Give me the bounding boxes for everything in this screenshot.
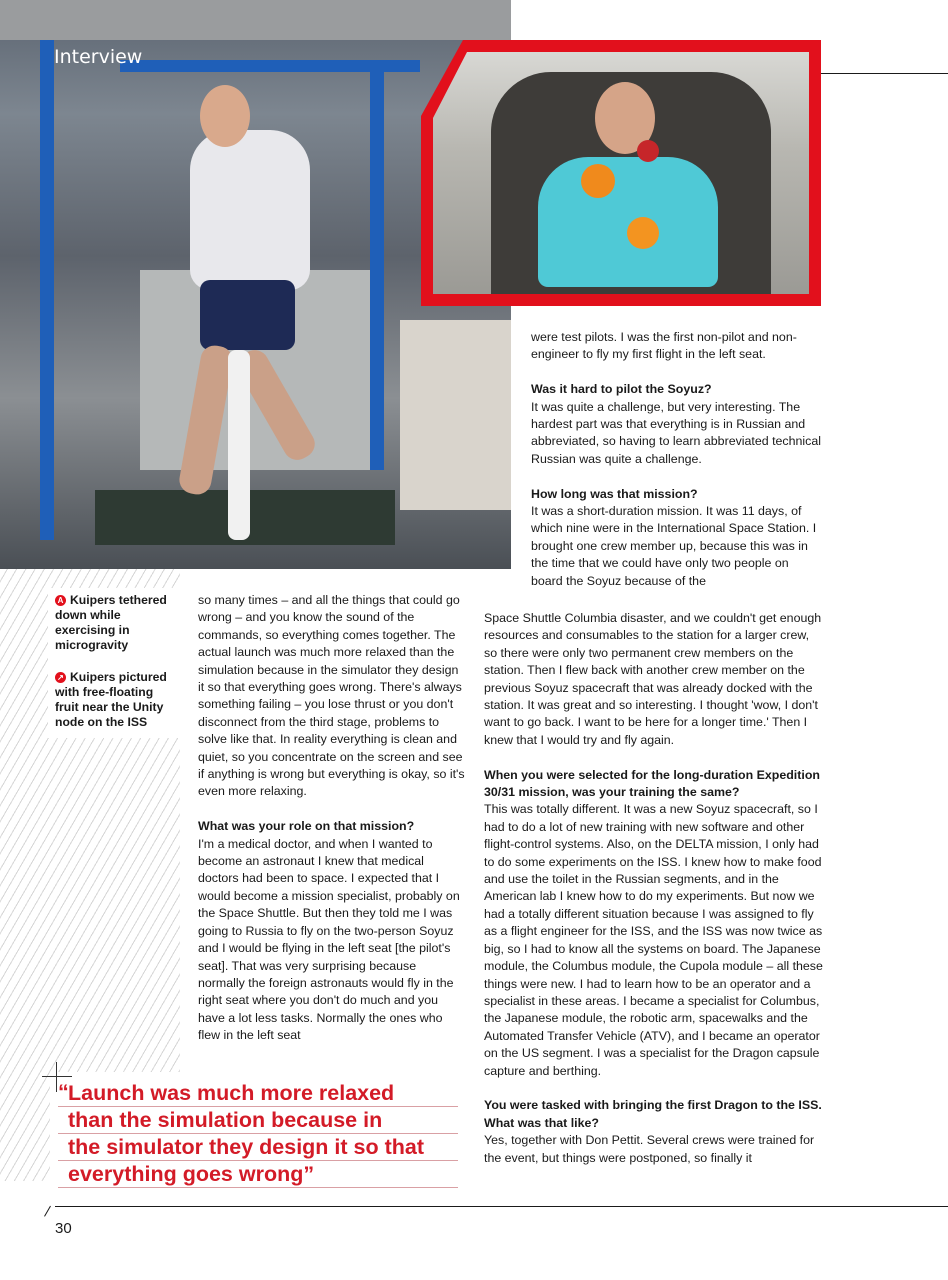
question: You were tasked with bringing the first Dragon to the ISS. What was that like?: [484, 1098, 822, 1130]
question: How long was that mission?: [531, 486, 698, 501]
footer-rule: [55, 1206, 948, 1207]
answer: Yes, together with Don Pettit. Several crews were trained for the event, but things were postponed, so finally it: [484, 1133, 815, 1165]
answer: It was a short-duration mission. It was 11 days, of which nine were in the International Space Station. I brought one crew member up, because this was in the time that we could have only two people on board the Soyuz because of the: [531, 504, 817, 588]
decorative-rule: [821, 73, 948, 74]
photo-floating-fruit: [421, 40, 821, 306]
caption-item: [48, 665, 180, 730]
pull-quote-line: than the simulation because in: [58, 1107, 458, 1134]
caption-text: Kuipers pictured with free-floating fruit near the Unity node on the ISS: [55, 670, 167, 729]
open-quote-mark: “: [58, 1080, 69, 1104]
question: What was your role on that mission?: [198, 819, 415, 834]
photo-captions: [48, 588, 180, 738]
caption-marker: ↗: [55, 672, 66, 683]
caption-text: Kuipers tethered down while exercising in microgravity: [55, 593, 167, 652]
footer-tick: [44, 1206, 51, 1217]
paragraph: were test pilots. I was the first non-pilot and non-engineer to fly my first flight in the left seat.: [531, 330, 797, 362]
section-label: Interview: [54, 46, 143, 68]
question: Was it hard to pilot the Soyuz?: [531, 382, 712, 397]
right-column-top: [531, 329, 823, 607]
pull-quote: [58, 1080, 458, 1188]
answer: It was quite a challenge, but very interesting. The hardest part was that everything is in Russian and abbreviated, so having to learn abbreviated technical Russian was quite a challenge.: [531, 399, 821, 466]
right-column: [484, 610, 824, 1184]
paragraph: Space Shuttle Columbia disaster, and we couldn't get enough resources and consumables to the station for a larger crew, so there were only two permanent crew members on the station. Then I flew back with another crew member on the previous Soyuz spacecraft that was already docked with the station. It was great and so interesting. I thought 'wow, I don't want to go back. I want to be here for a longer time.' Then I knew that I would try and fly again.: [484, 611, 822, 747]
pull-quote-line: Launch was much more relaxed: [58, 1080, 458, 1107]
pull-quote-line: everything goes wrong”: [58, 1161, 458, 1188]
pull-quote-line: the simulator they design it so that: [58, 1134, 458, 1161]
crosshair-mark: [42, 1076, 72, 1077]
paragraph: so many times – and all the things that could go wrong – and you know the sound of the commands, so everything comes together. The actual launch was much more relaxed than the simulation because in the simulator they design it so that everything goes wrong. There's always something failing – you lose thrust or you don't disconnect from the third stage, problems to solve like that. In reality everything is clean and quiet, so you concentrate on the screen and see if anything is wrong but everything is okay, so it's even more relaxing.: [198, 593, 465, 799]
crosshair-mark: [56, 1062, 57, 1092]
page-number: 30: [55, 1220, 72, 1237]
caption-marker: A: [55, 595, 66, 606]
middle-column: [198, 592, 466, 1062]
question: When you were selected for the long-duration Expedition 30/31 mission, was your training the same?: [484, 767, 820, 800]
caption-item: [48, 588, 180, 653]
answer: I'm a medical doctor, and when I wanted to become an astronaut I knew that medical doctors had been to space. I expected that I would become a mission specialist, probably on the Space Shuttle. But then they told me I was going to Russia to fly on the two-person Soyuz and I would be flying in the left seat [the pilot's seat]. That was very surprising because normally the foreign astronauts would fly in the right seat where you don't do much and you have a lot less tasks. Normally the ones who flew in the left seat: [198, 836, 460, 1043]
answer: This was totally different. It was a new Soyuz spacecraft, so I had to do a lot of new training with new software and other flight-control systems. Also, on the DELTA mission, I only had to do some experiments on the ISS. I knew how to make food and use the toilet in the Russian segments, and in the American lab I knew how to do my experiments. But now we had a totally different situation because I was assigned to fly as a flight engineer for the ISS, and the ISS was now twice as big, so I had to know all the systems on board. The Japanese module, the Columbus module, the Cupola module – all these things were new. I had to learn how to be an operator and a specialist in these areas. I became a specialist for Columbus, the Japanese module, the robotic arm, spacewalks and the Automated Transfer Vehicle (ATV), and I became an operator on the US segment. I was a specialist for the Dragon capsule capture and berthing.: [484, 802, 823, 1078]
